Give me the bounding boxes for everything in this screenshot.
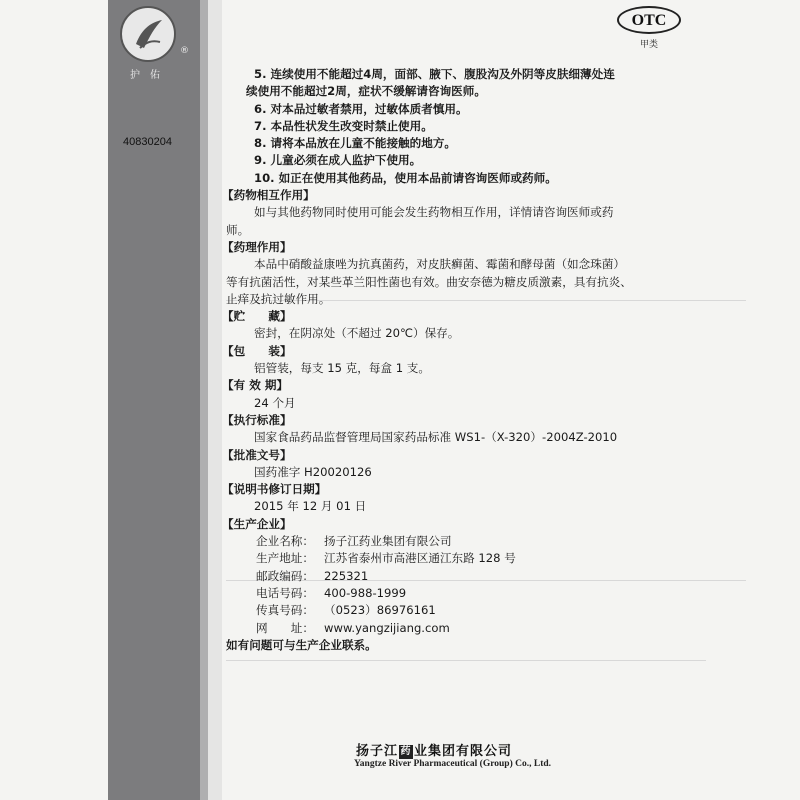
field-value: 400-988-1999 bbox=[324, 585, 407, 600]
section-heading-interaction: 【药物相互作用】 bbox=[222, 188, 315, 203]
pharmacology-line: 止痒及抗过敏作用。 bbox=[226, 291, 331, 306]
manufacturer-row-phone bbox=[226, 585, 786, 602]
field-value: www.yangzijiang.com bbox=[324, 620, 450, 635]
leaflet-body bbox=[222, 66, 786, 654]
footer-company-english: Yangtze River Pharmaceutical (Group) Co., Ltd. bbox=[354, 759, 552, 769]
company-seal-icon: 药 bbox=[400, 745, 412, 757]
field-label: 电话号码： bbox=[256, 585, 314, 600]
pharmacology-line: 本品中硝酸益康唑为抗真菌药，对皮肤癣菌、霉菌和酵母菌（如念珠菌） bbox=[254, 257, 626, 272]
company-name-part: 扬子江 bbox=[356, 744, 399, 759]
storage-text: 密封，在阴凉处（不超过 20℃）保存。 bbox=[254, 326, 460, 341]
field-label: 网 址： bbox=[256, 620, 314, 635]
field-label: 传真号码： bbox=[256, 603, 314, 618]
field-value: 225321 bbox=[324, 568, 369, 583]
section-heading-approval: 【批准文号】 bbox=[222, 447, 292, 462]
field-value: （0523）86976161 bbox=[324, 603, 436, 618]
footer-company-name bbox=[356, 740, 512, 759]
brand-name: 护佑 bbox=[130, 70, 170, 81]
manufacturer-row-fax bbox=[226, 602, 786, 619]
section-heading-package: 【包 装】 bbox=[222, 343, 292, 358]
otc-class: 甲类 bbox=[639, 40, 658, 50]
note-line: 8. 请将本品放在儿童不能接触的地方。 bbox=[254, 136, 457, 151]
field-value: 扬子江药业集团有限公司 bbox=[324, 534, 452, 549]
note-line: 6. 对本品过敏者禁用，过敏体质者慎用。 bbox=[254, 101, 468, 116]
brand-logo bbox=[112, 4, 189, 81]
section-heading-standard: 【执行标准】 bbox=[222, 412, 292, 427]
logo-emblem-icon bbox=[120, 6, 176, 62]
revision-text: 2015 年 12 月 01 日 bbox=[254, 499, 367, 514]
section-heading-pharmacology: 【药理作用】 bbox=[222, 239, 292, 254]
registered-mark: ® bbox=[180, 46, 189, 56]
section-heading-storage: 【贮 藏】 bbox=[222, 309, 292, 324]
section-heading-validity: 【有 效 期】 bbox=[222, 378, 289, 393]
product-code: 40830204 bbox=[123, 136, 172, 148]
manufacturer-row-postcode bbox=[226, 568, 786, 585]
field-label: 企业名称： bbox=[256, 534, 314, 549]
interaction-line: 如与其他药物同时使用可能会发生药物相互作用，详情请咨询医师或药 bbox=[254, 205, 614, 220]
manufacturer-row-website bbox=[226, 620, 786, 637]
note-line: 9. 儿童必须在成人监护下使用。 bbox=[254, 153, 422, 168]
package-text: 铝管装，每支 15 克，每盒 1 支。 bbox=[254, 361, 430, 376]
standard-text: 国家食品药品监督管理局国家药品标准 WS1-（X-320）-2004Z-2010 bbox=[254, 430, 618, 445]
otc-mark bbox=[617, 6, 681, 50]
sidebar-edge bbox=[200, 0, 222, 800]
manufacturer-row-name bbox=[226, 533, 786, 550]
bleed-through-line bbox=[226, 660, 706, 661]
company-name-part: 业集团有限公司 bbox=[414, 744, 513, 759]
contact-note: 如有问题可与生产企业联系。 bbox=[226, 637, 377, 652]
note-line: 5. 连续使用不能超过4周，面部、腋下、腹股沟及外阴等皮肤细薄处连 bbox=[254, 67, 615, 81]
note-line: 7. 本品性状发生改变时禁止使用。 bbox=[254, 118, 433, 133]
left-sidebar-band bbox=[108, 0, 208, 800]
pharmacology-line: 等有抗菌活性，对某些革兰阳性菌也有效。曲安奈德为糖皮质激素，具有抗炎、 bbox=[226, 274, 632, 289]
section-heading-manufacturer: 【生产企业】 bbox=[222, 516, 292, 531]
otc-badge: OTC bbox=[617, 6, 681, 34]
field-label: 邮政编码： bbox=[256, 568, 314, 583]
section-heading-revision: 【说明书修订日期】 bbox=[222, 482, 327, 497]
note-line: 10. 如正在使用其他药品，使用本品前请咨询医师或药师。 bbox=[254, 170, 557, 185]
field-value: 江苏省泰州市高港区通江东路 128 号 bbox=[324, 551, 516, 566]
interaction-line: 师。 bbox=[226, 222, 250, 237]
validity-text: 24 个月 bbox=[254, 395, 296, 410]
field-label: 生产地址： bbox=[256, 551, 314, 566]
approval-text: 国药准字 H20020126 bbox=[254, 464, 372, 479]
manufacturer-row-address bbox=[226, 550, 786, 567]
note-line: 续使用不能超过2周，症状不缓解请咨询医师。 bbox=[246, 84, 486, 99]
